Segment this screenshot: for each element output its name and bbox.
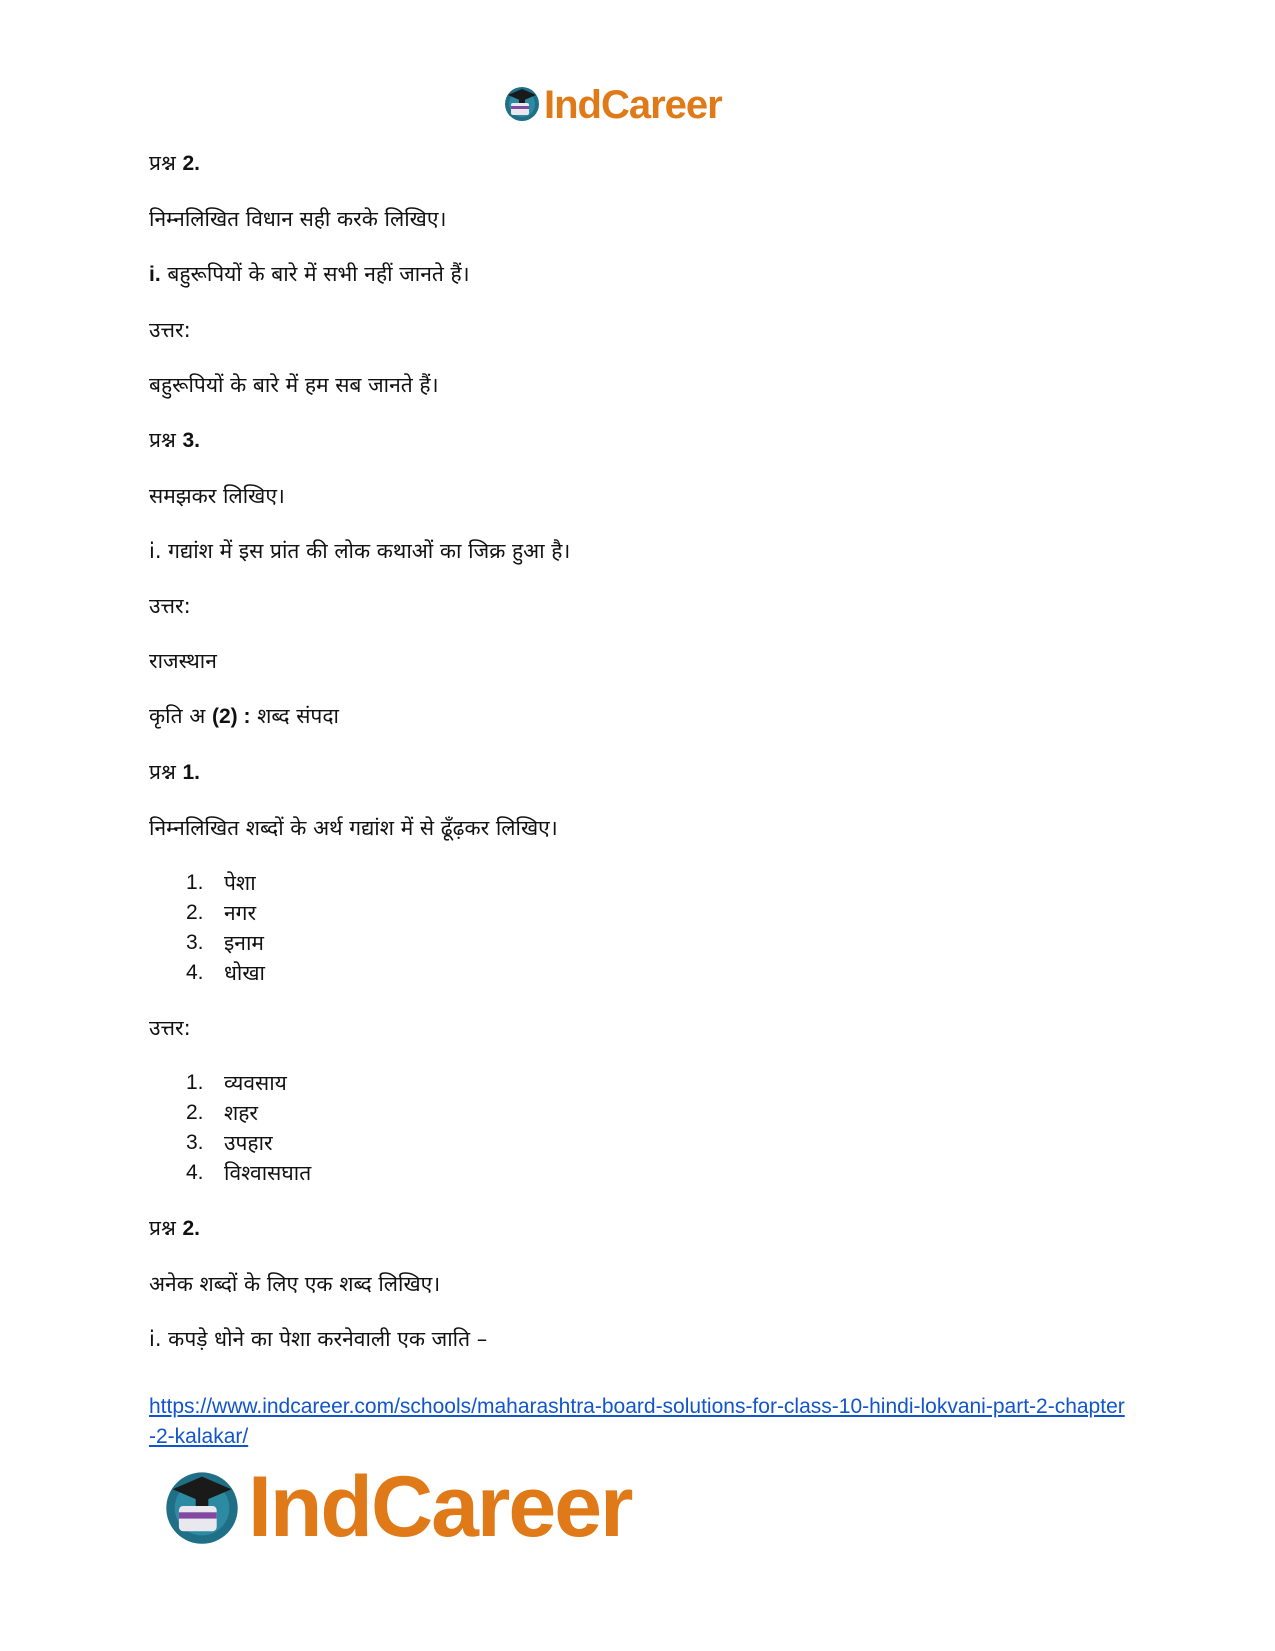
list-item: 3. उपहार — [186, 1131, 273, 1155]
header-logo — [502, 80, 772, 130]
section-prefix: कृति अ — [149, 704, 206, 728]
section-number: (2) : — [211, 705, 251, 728]
list-item: 2. शहर — [186, 1101, 259, 1125]
heading-prefix: प्रश्न — [149, 428, 176, 452]
question-heading — [149, 1213, 1139, 1244]
question-heading — [149, 425, 1139, 456]
heading-number: 2. — [182, 1217, 200, 1240]
question-heading — [149, 757, 1139, 788]
question-instruction: निम्नलिखित विधान सही करके लिखिए। — [149, 207, 447, 231]
answer-text: राजस्थान — [149, 649, 217, 673]
list-item: 1. पेशा — [186, 871, 256, 895]
list-item: 3. इनाम — [186, 931, 264, 955]
question-instruction: निम्नलिखित शब्दों के अर्थ गद्यांश में से ढूँढ़कर लिखिए। — [149, 816, 558, 840]
question-item: i. गद्यांश में इस प्रांत की लोक कथाओं का जिक्र हुआ है। — [149, 539, 571, 563]
item-text: बहुरूपियों के बारे में सभी नहीं जानते हैं। — [167, 262, 470, 286]
question-heading — [149, 148, 1139, 179]
list-item: 2. नगर — [186, 901, 257, 925]
list-item: 4. विश्वासघात — [186, 1161, 312, 1185]
question-instruction: अनेक शब्दों के लिए एक शब्द लिखिए। — [149, 1272, 441, 1296]
answer-text: बहुरूपियों के बारे में हम सब जानते हैं। — [149, 373, 439, 397]
list-item: 4. धोखा — [186, 961, 265, 985]
heading-number: 2. — [182, 152, 200, 175]
list-item: 1. व्यवसाय — [186, 1071, 287, 1095]
heading-prefix: प्रश्न — [149, 760, 176, 784]
heading-number: 1. — [182, 761, 200, 784]
graduation-globe-icon — [502, 83, 542, 127]
section-title: शब्द संपदा — [257, 704, 339, 728]
header-logo-text: IndCareer — [544, 82, 722, 127]
heading-prefix: प्रश्न — [149, 151, 176, 175]
answer-label: उत्तर: — [149, 1016, 191, 1040]
answer-list — [149, 1068, 1139, 1188]
main-content — [149, 148, 1139, 1379]
answer-label: उत्तर: — [149, 318, 191, 342]
question-item — [149, 259, 1139, 290]
footer-logo — [160, 1460, 700, 1555]
question-item: i. कपड़े धोने का पेशा करनेवाली एक जाति – — [149, 1327, 488, 1351]
footer-logo-text: IndCareer — [248, 1459, 632, 1555]
question-instruction: समझकर लिखिए। — [149, 484, 285, 508]
heading-prefix: प्रश्न — [149, 1216, 176, 1240]
heading-number: 3. — [182, 429, 200, 452]
answer-label: उत्तर: — [149, 594, 191, 618]
source-link[interactable]: https://www.indcareer.com/schools/maharashtra-board-solutions-for-class-10-hindi-lokvani-part-2-chapter-2-kalakar/ — [149, 1395, 1125, 1448]
item-prefix: i. — [149, 263, 161, 286]
section-heading — [149, 701, 1139, 732]
graduation-globe-icon — [160, 1464, 244, 1552]
word-list — [149, 868, 1139, 988]
